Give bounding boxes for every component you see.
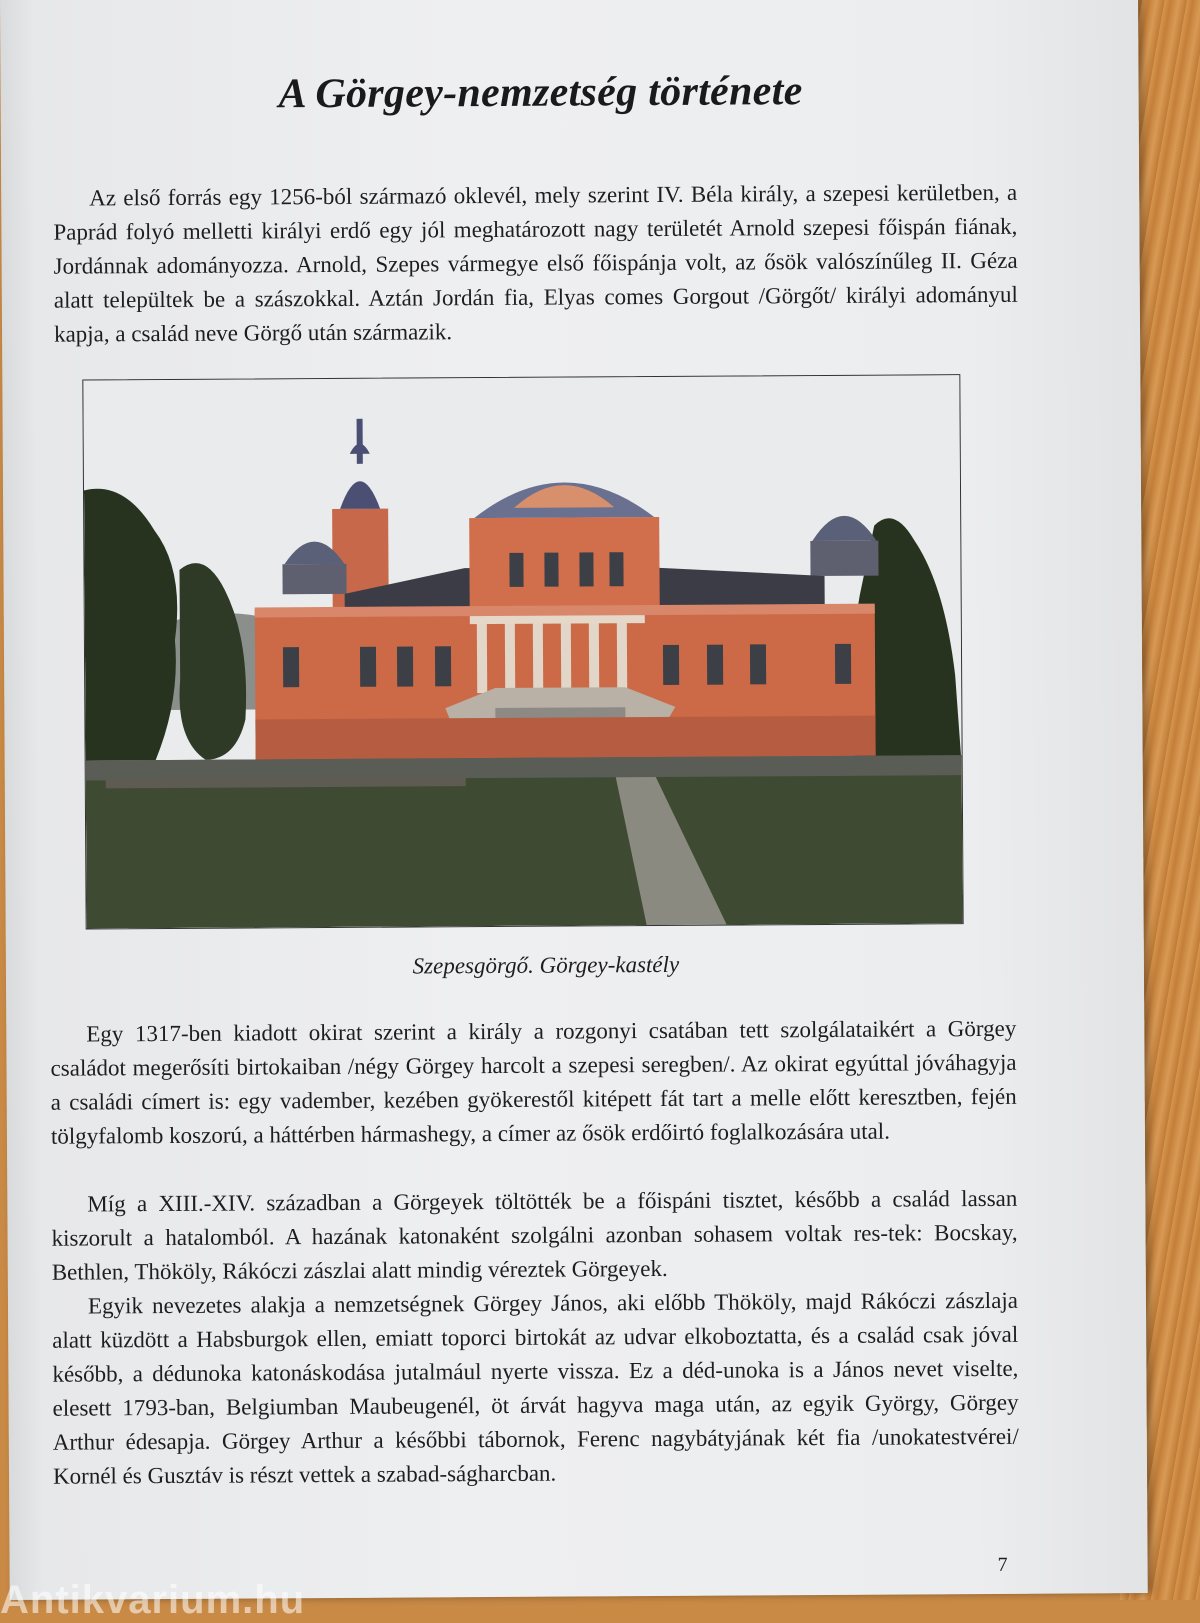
chapter-title: A Görgey-nemzetség története	[278, 68, 803, 118]
paragraph-4: Egyik nevezetes alakja a nemzetségnek Görgey János, aki előbb Thököly, majd Rákóczi zászlaja alatt küzdött a Habsburgok ellen, emiatt toporci birtokát az udvar elkoboztatta, és a család csak jóval később, a dédunoka katonáskodása jutalmául nyerte vissza. Ez a déd-unoka is a János nevet viselte, elesett 1793-ban, Belgiumban Maubeugenél, öt árvát hagyva maga után, az egyik György, Görgey Arthur édesapja. Görgey Arthur a későbbi tábornok, Ferenc nagybátyjának két fia /unokatestvérei/ Kornél és Gusztáv is részt vettek a szabad-ságharcban.	[52, 1287, 1019, 1489]
paragraph-3: Míg a XIII.-XIV. században a Görgeyek töltötték be a főispáni tisztet, később a család lassan kiszorult a hatalomból. A hazának katonaként szolgálni azonban sohasem voltak res-tek: Bocskay, Bethlen, Thököly, Rákóczi zászlai alatt mindig véreztek Görgeyek.	[51, 1185, 1018, 1285]
paragraph-2: Egy 1317-ben kiadott okirat szerint a király a rozgonyi csatában tett szolgálataikért a Görgey családot megerősíti birtokaiban /négy Görgey harcolt a szepesi seregben/. Az okirat egyúttal jóváhagyja a családi címert is: egy vadember, kezében gyökerestől kitépett fát tart a melle előtt keresztben, fején tölgyfalomb koszorú, a háttérben hármashegy, a címer az ősök erdőirtó foglalkozására utal.	[50, 1015, 1017, 1149]
paragraph-1: Az első forrás egy 1256-ból származó oklevél, mely szerint IV. Béla király, a szepesi kerületben, a Paprád folyó melletti királyi erdő egy jól meghatározott nagy területét Arnold szepesi főispán fiának, Jordánnak adományozza. Arnold, Szepes vármegye első főispánja volt, az ősök valószínűleg II. Géza alatt települtek be a szászokkal. Aztán Jordán fia, Elyas comes Gorgout /Görgőt/ királyi adományul kapja, a család neve Görgő után származik.	[53, 179, 1018, 347]
watermark: Antikvarium.hu	[0, 1578, 306, 1622]
castle-photo	[82, 374, 963, 929]
photo-caption: Szepesgörgő. Görgey-kastély	[412, 951, 680, 979]
page-number: 7	[997, 1553, 1008, 1576]
